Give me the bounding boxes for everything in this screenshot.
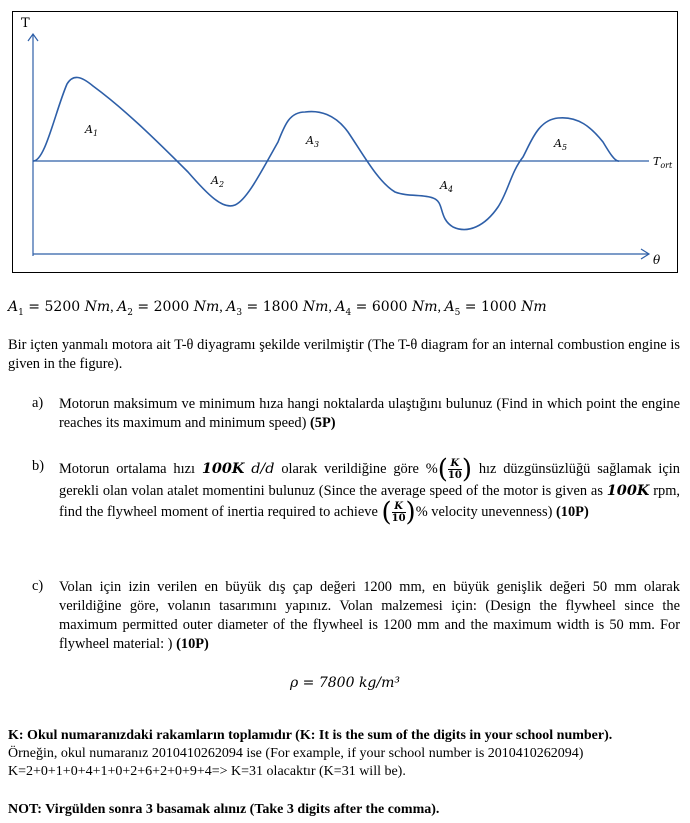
- t-theta-plot: [13, 12, 677, 272]
- density-formula: ρ = 7800 kg/m³: [290, 675, 400, 691]
- question-c-label: c): [32, 578, 44, 594]
- question-b-points: (10P): [555, 503, 589, 520]
- fraction-k-10: $\frac{K}{10}$: [447, 458, 462, 481]
- question-a-text: Motorun maksimum ve minimum hıza hangi noktalarda ulaştığını bulunuz (Find in which point the engine reaches its maximum and minimum speed) (5P): [59, 396, 680, 431]
- question-a-points: (5P): [309, 415, 336, 431]
- value-a2: $A_2 = 2000$ Nm,: [117, 299, 227, 318]
- torque-curve: [33, 77, 619, 229]
- value-a3: $A_3 = 1800$ Nm,: [226, 299, 336, 318]
- value-a4: $A_4 = 6000$ Nm,: [335, 299, 445, 318]
- k-definition: [8, 727, 684, 781]
- area-label-a2: $A_2$: [211, 174, 225, 189]
- area-label-a4: $A_4$: [440, 179, 454, 194]
- value-a5: $A_5 = 1000$ Nm: [444, 299, 547, 318]
- question-c-points: (10P): [176, 636, 209, 652]
- theta-axis-label: θ: [653, 253, 661, 267]
- k-definition-calc: K=2+0+1+0+4+1+0+2+6+2+0+9+4=> K=31 olacaktır (K=31 will be).: [8, 764, 406, 779]
- question-b-text: Motorun ortalama hızı 100K d/d olarak verildiğine göre %( $\frac{K}{10}$ ) hız düzgünsüzlüğü sağlamak için gerekli olan volan atalet momentini bulunuz (Since the average speed of the motor is given as 100K rpm, find the flywheel moment of inertia required to achieve ( $\frac{K}{10}$ )% velocity unevenness) (10P): [59, 454, 680, 528]
- area-label-a3: $A_3$: [306, 134, 320, 149]
- area-label-a1: $A_1$: [85, 123, 99, 138]
- area-values: [8, 298, 547, 323]
- value-a1: $A_1 = 5200$ Nm,: [8, 299, 118, 318]
- note-text: NOT: Virgülden sonra 3 basamak alınız (Take 3 digits after the comma).: [8, 802, 440, 817]
- intro-text: Bir içten yanmalı motora ait T-θ diyagramı şekilde verilmiştir (The T-θ diagram for an internal combustion engine is given in the figure).: [8, 337, 680, 372]
- k-definition-example: Örneğin, okul numaranız 2010410262094 ise (For example, if your school number is 2010410262094): [8, 746, 584, 761]
- k-definition-bold: K: Okul numaranızdaki rakamların toplamıdır (K: It is the sum of the digits in your school number).: [8, 728, 613, 743]
- fraction-k-10-second: $\frac{K}{10}$: [391, 501, 406, 524]
- tort-label: $T_{ort}$: [653, 155, 673, 170]
- question-c-text: Volan için izin verilen en büyük dış çap değeri 1200 mm, en büyük genişlik değeri 50 mm olarak verildiğine göre, volanın tasarımını yapınız. Volan malzemesi için: (Design the flywheel since the maximum permitted outer diameter of the flywheel is 1200 mm and the maximum width is 50 mm. For flywheel material: ) (10P): [59, 579, 680, 652]
- t-axis-label: T: [21, 16, 30, 31]
- question-b-label: b): [32, 458, 44, 474]
- t-theta-diagram: [12, 11, 678, 273]
- question-a-label: a): [32, 395, 44, 411]
- area-label-a5: $A_5$: [554, 137, 568, 152]
